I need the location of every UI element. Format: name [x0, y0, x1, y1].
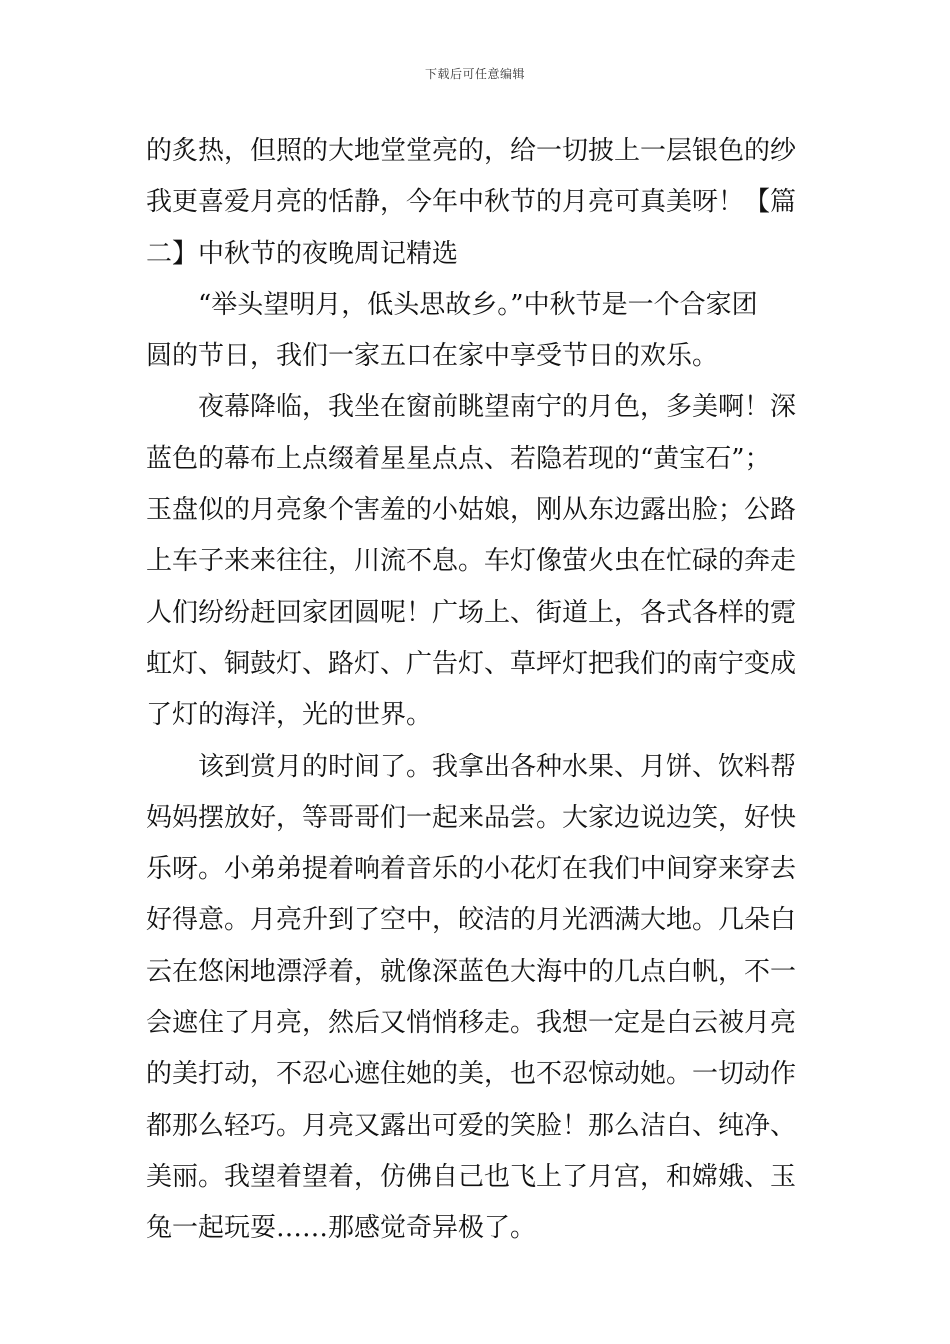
text-line: “举头望明月，低头思故乡。”中秋节是一个合家团 [198, 289, 758, 320]
text-line: 妈妈摆放好，等哥哥们一起来品尝。大家边说边笑，好快 [146, 802, 797, 833]
text-line: 云在悠闲地漂浮着，就像深蓝色大海中的几点白帆，不一 [146, 956, 797, 987]
text-line: 蓝色的幕布上点缀着星星点点、若隐若现的“黄宝石”； [146, 443, 771, 474]
text-line: 的美打动，不忍心遮住她的美，也不忍惊动她。一切动作 [146, 1059, 797, 1090]
text-line: 该到赏月的时间了。我拿出各种水果、月饼、饮料帮 [198, 751, 797, 782]
text-line: 乐呀。小弟弟提着响着音乐的小花灯在我们中间穿来穿去 [146, 854, 797, 885]
page-header: 下载后可任意编辑 [424, 67, 525, 81]
text-line: 二】中秋节的夜晚周记精选 [146, 238, 459, 269]
text-line: 虹灯、铜鼓灯、路灯、广告灯、草坪灯把我们的南宁变成 [146, 648, 797, 679]
text-line: 好得意。月亮升到了空中，皎洁的月光洒满大地。几朵白 [146, 905, 797, 936]
text-line: 圆的节日，我们一家五口在家中享受节日的欢乐。 [146, 341, 719, 372]
text-line: 兔一起玩耍……那感觉奇异极了。 [146, 1213, 537, 1244]
text-line: 都那么轻巧。月亮又露出可爱的笑脸！那么洁白、纯净、 [146, 1110, 797, 1141]
text-line: 人们纷纷赶回家团圆呢！广场上、街道上，各式各样的霓 [146, 597, 797, 628]
text-line: 的炙热，但照的大地堂堂亮的，给一切披上一层银色的纱 [146, 136, 797, 166]
text-line: 了灯的海洋，光的世界。 [146, 700, 433, 731]
text-line: 上车子来来往往，川流不息。车灯像萤火虫在忙碌的奔走 [146, 546, 797, 577]
document-body [146, 126, 806, 1255]
text-line: 美丽。我望着望着，仿佛自己也飞上了月宫，和嫦娥、玉 [146, 1161, 797, 1192]
text-line: 玉盘似的月亮象个害羞的小姑娘，刚从东边露出脸；公路 [146, 495, 797, 526]
text-line: 夜幕降临，我坐在窗前眺望南宁的月色，多美啊！深 [198, 392, 797, 423]
text-line: 我更喜爱月亮的恬静，今年中秋节的月亮可真美呀！【篇 [146, 187, 797, 218]
text-line: 会遮住了月亮，然后又悄悄移走。我想一定是白云被月亮 [146, 1008, 797, 1039]
